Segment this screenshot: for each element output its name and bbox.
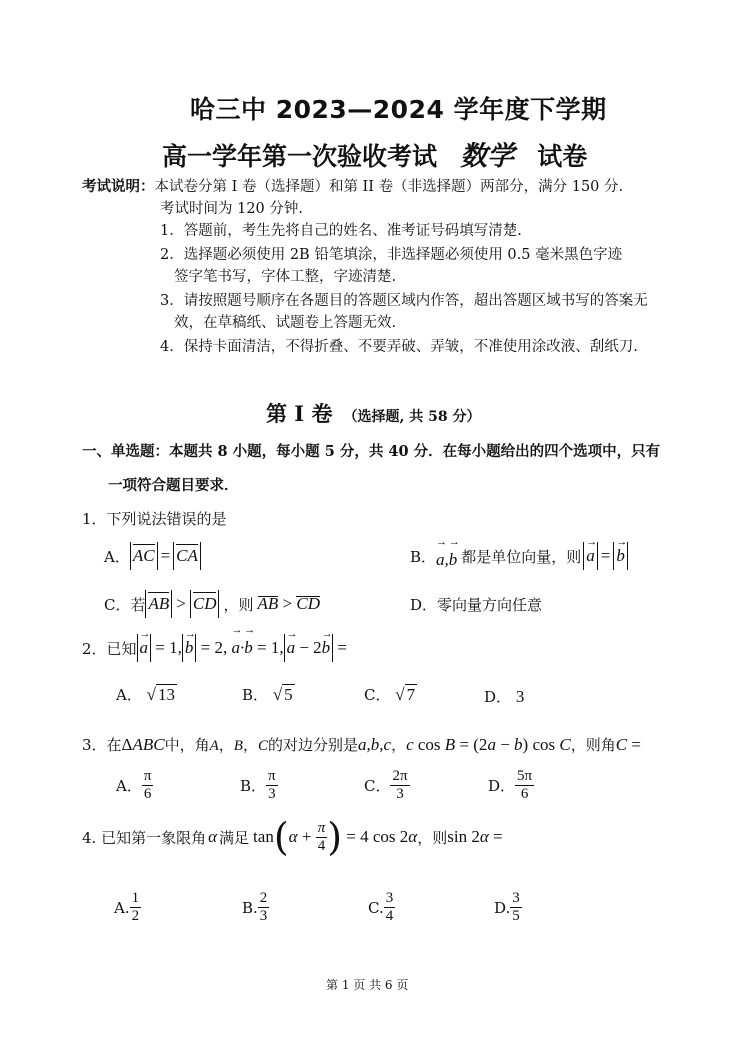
- q4-target: sin 2α =: [447, 827, 503, 846]
- q1-b-text: 都是单位向量，则: [461, 547, 582, 566]
- q4-rhs: = 4 cos 2α: [342, 827, 418, 846]
- q1-c-gt: >: [176, 594, 186, 613]
- q2-option-d: [484, 686, 524, 707]
- q1-option-c-label: C．若: [104, 595, 146, 614]
- q3-option-d-label: D．: [488, 777, 516, 795]
- q3-sides: a,b,c: [358, 735, 392, 754]
- instructions-item4: 4．保持卡面清洁，不得折叠、不要弄破、弄皱，不准使用涂改液、刮纸刀.: [160, 339, 638, 355]
- q1-option-a: [104, 542, 201, 570]
- q3-stem-b: 中，角: [164, 736, 210, 754]
- q4-rparen: ): [327, 815, 343, 859]
- q3-option-d: [488, 768, 534, 803]
- q3-option-b: [240, 768, 278, 803]
- q3-option-a-frac: $\frac{\pi}{6}$: [143, 768, 152, 802]
- q3-equation: c cos B = (2a − b) cos C: [406, 735, 571, 754]
- q1-c-abs-cd: CD: [190, 590, 220, 618]
- q2-option-c-label: C．: [364, 686, 391, 704]
- q2-option-a-label: A．: [116, 686, 142, 704]
- q1-option-a-label: A．: [104, 547, 130, 566]
- q3-target: C =: [615, 735, 641, 754]
- q1-option-b-label: B．: [410, 547, 437, 566]
- q4-option-b: [242, 890, 269, 925]
- q2-stem-text: 2．已知: [82, 639, 137, 658]
- q1-option-d-label: D．: [410, 596, 438, 614]
- q2-option-a: [116, 684, 177, 705]
- instructions-label: 考试说明：: [82, 178, 155, 195]
- q4-option-c: [368, 890, 395, 925]
- q1-b-equals: =: [600, 546, 611, 565]
- q4-stem-a: 4. 已知第一象限角: [82, 828, 207, 847]
- q4-option-d-label: D.: [494, 898, 511, 917]
- part1-note: （选择题, 共 58 分）: [343, 409, 481, 425]
- instructions-item1: 1．答题前，考生先将自己的姓名、准考证号码填写清楚.: [160, 223, 522, 239]
- q4-option-a-frac: $\frac{1}{2}$: [131, 890, 140, 924]
- exam-title-part-a: 高一学年第一次验收考试: [162, 142, 438, 171]
- part1-title: 第 I 卷: [266, 401, 333, 426]
- section1-line1: 一、单选题：本题共 8 小题，每小题 5 分，共 40 分．在每小题给出的四个选项中，只有: [82, 443, 661, 460]
- q1-b-abs-a: → a: [583, 542, 598, 570]
- q4-option-a: [114, 890, 141, 925]
- q2-eq3: = 1,: [252, 638, 284, 657]
- instructions-text1: 本试卷分第 I 卷（选择题）和第 II 卷（非选择题）两部分，满分 150 分.: [154, 179, 624, 195]
- q4-pi-over-4: $\frac{\pi}{4}$: [317, 819, 326, 854]
- q4-stem-c: ，则: [417, 828, 448, 847]
- q1-b-vectors: → a,→ b: [436, 550, 457, 570]
- q2-option-c: [364, 684, 417, 705]
- q3-option-d-frac: $\frac{5\pi}{6}$: [517, 768, 533, 802]
- q1-b-abs-b: → b: [613, 542, 628, 570]
- q3-option-c-frac: $\frac{2\pi}{3}$: [392, 768, 408, 802]
- page-footer: 第 1 页 共 6 页: [326, 978, 409, 992]
- q4-option-c-frac: $\frac{3}{4}$: [385, 890, 394, 924]
- q2-option-b-value: √ 5: [272, 685, 293, 704]
- q2-abs-a: → a: [137, 634, 152, 662]
- instructions-line1: [82, 176, 623, 198]
- q2-option-d-label: D．: [484, 688, 512, 706]
- q4-alpha: α: [208, 827, 218, 846]
- q2-eq1: = 1,: [151, 638, 182, 657]
- q3-option-c: [364, 768, 410, 803]
- q3-option-a-label: A．: [116, 777, 142, 795]
- q3-stem-a: 3．在: [82, 736, 122, 754]
- q2-option-d-value: 3: [515, 687, 525, 706]
- q4-stem-b: 满足: [219, 828, 250, 847]
- q1-a-abs-ca: CA: [173, 542, 201, 570]
- q4-stem: 4. 已知第一象限角 α 满足 tan ( α + $\frac{\pi}{4}$ ) = 4 cos 2α ，则 sin 2α =: [82, 815, 503, 859]
- q2-option-c-value: √ 7: [395, 685, 416, 704]
- instructions-item3a: 3．请按照题号顺序在各题目的答题区域内作答，超出答题区域书写的答案无: [160, 293, 648, 309]
- q4-lparen: (: [273, 815, 289, 859]
- q3-option-c-label: C．: [364, 777, 391, 795]
- instructions-item3b: 效，在草稿纸、试题卷上答题无效.: [174, 315, 397, 331]
- exam-title-line1: 哈三中 2023—2024 学年度下学期: [190, 95, 607, 124]
- q4-option-d-frac: $\frac{3}{5}$: [512, 890, 520, 924]
- q3-vertices: A: [209, 738, 219, 754]
- section1-line2: 一项符合题目要求．: [108, 477, 239, 494]
- q1-c-compare: AB > CD: [257, 594, 320, 613]
- q3-option-b-frac: $\frac{\pi}{3}$: [268, 768, 276, 802]
- q3-option-b-label: B．: [240, 777, 267, 795]
- q4-alpha-inner: α: [288, 827, 298, 846]
- q2-abs-a-2b: → a − 2→ b: [284, 634, 334, 662]
- q1-c-abs-ab: AB: [145, 590, 172, 618]
- q3-stem-d: ，则角: [570, 736, 616, 754]
- instructions-line2: 考试时间为 120 分钟.: [160, 201, 304, 217]
- exam-subject: 数学: [460, 141, 515, 172]
- exam-title-part-b: 试卷: [537, 142, 588, 171]
- instructions-item2a: 2．选择题必须使用 2B 铅笔填涂，非选择题必须使用 0.5 毫米黑色字迹: [160, 247, 623, 263]
- q2-option-b: [242, 684, 295, 705]
- q4-option-a-label: A.: [114, 898, 130, 917]
- q2-option-a-value: √ 13: [146, 685, 175, 704]
- q4-option-b-frac: $\frac{2}{3}$: [259, 890, 268, 924]
- part1-heading: [266, 398, 481, 428]
- q3-option-a: [116, 768, 153, 803]
- instructions-item2b: 签字笔书写，字体工整，字迹清楚.: [174, 269, 397, 285]
- q1-option-c: [104, 590, 320, 618]
- q4-option-b-label: B.: [242, 898, 258, 917]
- q4-option-d: [494, 890, 522, 925]
- q3-triangle: ΔABC: [121, 735, 165, 754]
- q4-tan: tan: [253, 827, 274, 846]
- q3-stem-c: 的对边分别是: [268, 736, 359, 754]
- q1-a-abs-ac: AC: [130, 542, 158, 570]
- q2-eq2: = 2,: [196, 638, 232, 657]
- q2-stem: [82, 634, 347, 662]
- q1-option-b: [410, 542, 628, 570]
- q1-stem: 1．下列说法错误的是: [82, 510, 227, 528]
- q2-dot: → a·→ b: [231, 638, 252, 658]
- exam-title-line2: [162, 134, 587, 173]
- q1-a-equals: =: [160, 546, 171, 565]
- q1-c-text: ，则: [223, 595, 254, 614]
- q2-option-b-label: B．: [242, 686, 269, 704]
- q2-abs-b: → b: [182, 634, 197, 662]
- q1-option-d-text: 零向量方向任意: [437, 596, 543, 614]
- q4-option-c-label: C.: [368, 898, 384, 917]
- q2-eq4: =: [333, 638, 348, 657]
- q3-stem: 3．在ΔABC中，角A，B，C的对边分别是a,b,c，c cos B = (2a − b) cos C，则角C =: [82, 735, 641, 754]
- q1-option-d: [410, 594, 542, 615]
